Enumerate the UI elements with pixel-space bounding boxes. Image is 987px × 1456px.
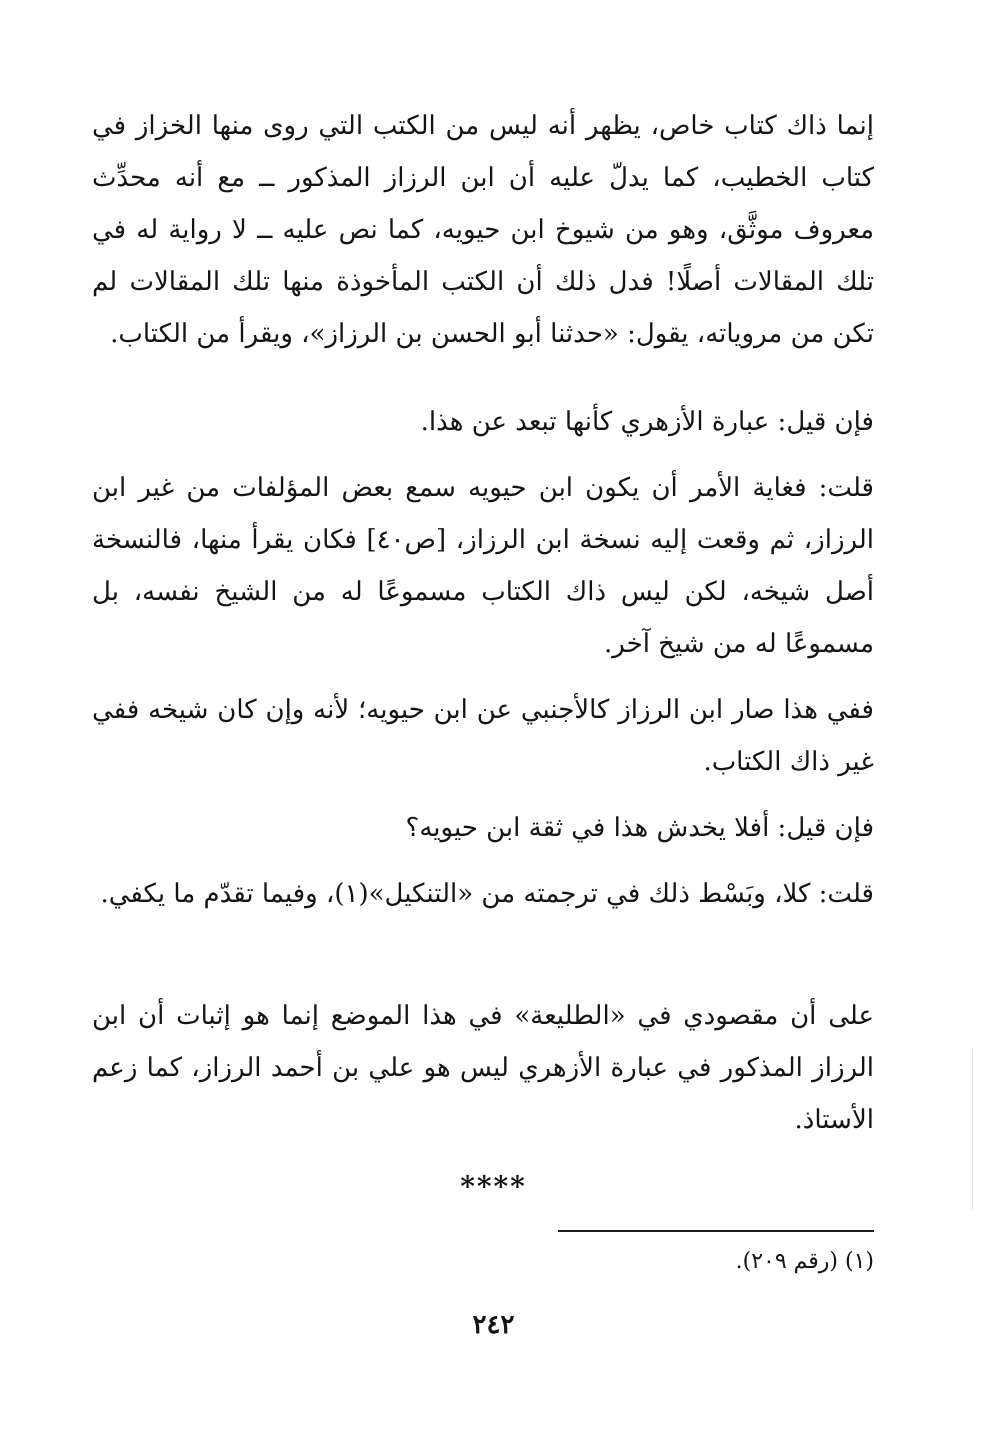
paragraph-5: فإن قيل: أفلا يخدش هذا في ثقة ابن حيويه؟ (405, 813, 874, 843)
footnote: (١) (رقم ٢٠٩). (735, 1249, 874, 1274)
paragraph-3: قلت: فغاية الأمر أن يكون ابن حيويه سمع بعض المؤلفات من غير ابن الرزاز، ثم وقعت إليه نسخة ابن الرزاز، [ص٤٠] فكان يقرأ منها، فالنسخة أصل شيخه، لكن ليس ذاك الكتاب مسموعًا له من الشيخ نفسه، بل مسموعًا له من شيخ آخر. (92, 473, 874, 659)
page-number: ٢٤٢ (472, 1310, 515, 1340)
paragraph-2: فإن قيل: عبارة الأزهري كأنها تبعد عن هذا. (420, 407, 874, 437)
paragraph-6: قلت: كلا، وبَسْط ذلك في ترجمته من «التنكيل»(١)، وفيما تقدّم ما يكفي. (100, 879, 874, 909)
paragraph-1: إنما ذاك كتاب خاص، يظهر أنه ليس من الكتب التي روى منها الخزاز في كتاب الخطيب، كما يدلّ عليه أن ابن الرزاز المذكور ــ مع أنه محدِّث معروف موثَّق، وهو من شيوخ ابن حيويه، كما نص عليه ــ لا رواية له في تلك المقالات أصلًا! فدل ذلك أن الكتب المأخوذة منها تلك المقالات لم تكن من مروياته، يقول: «حدثنا أبو الحسن بن الرزاز»، ويقرأ من الكتاب. (92, 111, 874, 349)
paragraph-7: على أن مقصودي في «الطليعة» في هذا الموضع إنما هو إثبات أن ابن الرزاز المذكور في عبارة الأزهري ليس هو علي بن أحمد الرزاز، كما زعم الأستاذ. (92, 1001, 874, 1135)
section-separator: **** (460, 1170, 527, 1203)
paragraph-4: ففي هذا صار ابن الرزاز كالأجنبي عن ابن حيويه؛ لأنه وإن كان شيخه ففي غير ذاك الكتاب. (92, 695, 874, 777)
page-edge-shadow (972, 1050, 973, 1210)
footnote-divider (558, 1230, 874, 1232)
